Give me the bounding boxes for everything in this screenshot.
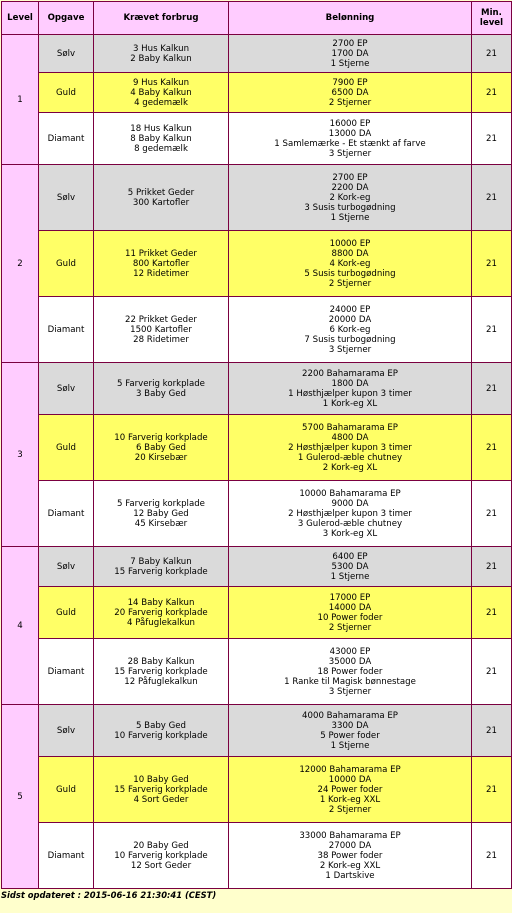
level-cell: 2 [2,165,39,363]
requirement-line: 5 Prikket Geder [127,187,195,198]
opgave-cell: Diamant [39,481,94,547]
kraevet-forbrug-cell [94,639,229,705]
reward-line: 24000 EP [329,304,371,315]
reward-line: 16000 EP [329,118,371,129]
reward-line: 3 Susis turbogødning [304,202,396,213]
reward-line: 3 Kork-eg XL [322,528,378,539]
reward-line: 18 Power foder [317,666,383,677]
min-level-cell: 21 [472,297,512,363]
opgave-cell: Guld [39,231,94,297]
requirement-line: 4 gedemælk [134,97,188,108]
reward-line: 2 Stjerner [328,278,372,289]
requirement-line: 14 Baby Kalkun [127,597,195,608]
table-row [2,481,512,547]
reward-line: 2 Stjerner [328,622,372,633]
kraevet-forbrug-cell [94,481,229,547]
reward-line: 13000 DA [328,128,372,139]
requirement-line: 9 Hus Kalkun [132,77,190,88]
requirement-line: 12 Sort Geder [130,860,192,871]
opgave-cell: Guld [39,415,94,481]
reward-line: 1 Høsthjælper kupon 3 timer [288,388,412,399]
requirement-line: 28 Baby Kalkun [127,656,195,667]
requirement-line: 28 Ridetimer [133,334,189,345]
min-level-cell: 21 [472,587,512,639]
table-row [2,705,512,757]
requirement-line: 4 Sort Geder [133,794,189,805]
reward-line: 35000 DA [328,656,372,667]
kraevet-forbrug-cell [94,113,229,165]
requirement-line: 4 Påfuglekalkun [127,617,195,628]
table-row [2,547,512,587]
table-row [2,415,512,481]
kraevet-forbrug-cell [94,231,229,297]
reward-line: 38 Power foder [317,850,383,861]
table-row [2,297,512,363]
reward-line: 1 Stjerne [330,740,370,751]
opgave-cell: Sølv [39,165,94,231]
reward-line: 5300 DA [331,561,369,572]
reward-line: 10000 EP [329,238,371,249]
opgave-cell: Diamant [39,297,94,363]
reward-line: 10000 Bahamarama EP [299,488,401,499]
requirement-line: 12 Ridetimer [133,268,189,279]
reward-line: 2200 DA [331,182,369,193]
reward-line: 10 Power foder [317,612,383,623]
belonning-cell [229,297,472,363]
reward-line: 3 Stjerner [328,148,372,159]
reward-line: 5700 Bahamarama EP [302,422,398,433]
reward-line: 7 Susis turbogødning [304,334,396,345]
belonning-cell [229,73,472,113]
opgave-cell: Diamant [39,639,94,705]
requirement-line: 1500 Kartofler [130,324,192,335]
reward-line: 1700 DA [331,48,369,59]
requirement-line: 2 Baby Kalkun [130,53,192,64]
reward-line: 2 Stjerner [328,97,372,108]
reward-line: 6 Kork-eg [329,324,371,335]
requirement-line: 5 Baby Ged [135,720,187,731]
reward-line: 3 Gulerod-æble chutney [297,518,403,529]
table-row [2,363,512,415]
reward-line: 5 Power foder [320,730,380,741]
requirement-line: 20 Baby Ged [133,840,189,851]
reward-line: 2 Kork-eg XL [322,462,378,473]
opgave-cell: Diamant [39,113,94,165]
last-updated: Sidst opdateret : 2015-06-16 21:30:41 (CEST) [1,890,217,900]
requirement-line: 5 Farverig korkplade [117,498,205,509]
min-level-cell: 21 [472,35,512,73]
requirement-line: 18 Hus Kalkun [130,123,192,134]
table-body [2,35,512,889]
table-header-row [2,2,512,35]
reward-line: 4000 Bahamarama EP [302,710,398,721]
requirement-line: 10 Farverig korkplade [114,850,208,861]
header-kraevet-forbrug: Krævet forbrug [94,2,229,35]
level-cell: 1 [2,35,39,165]
reward-line: 24 Power foder [317,784,383,795]
kraevet-forbrug-cell [94,165,229,231]
requirement-line: 20 Farverig korkplade [114,607,208,618]
header-level: Level [2,2,39,35]
min-level-cell: 21 [472,757,512,823]
requirement-line: 12 Påfuglekalkun [124,676,198,687]
min-level-cell: 21 [472,823,512,889]
requirement-line: 45 Kirsebær [134,518,188,529]
requirement-line: 3 Hus Kalkun [132,43,190,54]
table-row [2,35,512,73]
table-row [2,165,512,231]
reward-line: 1 Stjerne [330,571,370,582]
kraevet-forbrug-cell [94,73,229,113]
requirement-line: 10 Farverig korkplade [114,730,208,741]
kraevet-forbrug-cell [94,757,229,823]
reward-line: 3 Stjerner [328,686,372,697]
opgave-cell: Sølv [39,35,94,73]
reward-line: 1 Kork-eg XXL [319,794,381,805]
reward-line: 1 Samlemærke - Et stænkt af farve [274,138,426,149]
reward-line: 1 Ranke til Magisk bønnestage [284,676,416,687]
header-min-level: Min. level [472,2,512,35]
reward-line: 1 Gulerod-æble chutney [297,452,403,463]
belonning-cell [229,481,472,547]
requirement-line: 3 Baby Ged [135,388,187,399]
requirement-line: 8 Baby Kalkun [130,133,192,144]
reward-line: 2200 Bahamarama EP [302,368,398,379]
requirement-line: 6 Baby Ged [135,442,187,453]
requirement-line: 300 Kartofler [132,197,190,208]
opgave-cell: Diamant [39,823,94,889]
reward-line: 33000 Bahamarama EP [299,830,401,841]
requirement-line: 15 Farverig korkplade [114,784,208,795]
opgave-cell: Sølv [39,547,94,587]
reward-line: 2 Kork-eg XXL [319,860,381,871]
table-row [2,639,512,705]
table-row [2,587,512,639]
reward-line: 1800 DA [331,378,369,389]
reward-line: 2700 EP [332,38,368,49]
header-belonning: Belønning [229,2,472,35]
belonning-cell [229,415,472,481]
kraevet-forbrug-cell [94,547,229,587]
table-row [2,757,512,823]
reward-line: 1 Kork-eg XL [322,398,378,409]
reward-line: 6400 EP [332,551,368,562]
reward-line: 4800 DA [331,432,369,443]
belonning-cell [229,639,472,705]
table-row [2,823,512,889]
belonning-cell [229,113,472,165]
requirement-line: 22 Prikket Geder [125,314,197,325]
opgave-cell: Guld [39,757,94,823]
reward-line: 9000 DA [331,498,369,509]
kraevet-forbrug-cell [94,705,229,757]
opgave-cell: Guld [39,587,94,639]
requirement-line: 10 Baby Ged [133,774,189,785]
level-cell: 4 [2,547,39,705]
reward-line: 8800 DA [331,248,369,259]
requirement-line: 12 Baby Ged [133,508,189,519]
opgave-cell: Sølv [39,705,94,757]
belonning-cell [229,757,472,823]
reward-line: 2 Høsthjælper kupon 3 timer [288,442,412,453]
belonning-cell [229,587,472,639]
level-cell: 3 [2,363,39,547]
reward-line: 1 Stjerne [330,58,370,69]
reward-line: 2 Kork-eg [329,192,371,203]
header-opgave: Opgave [39,2,94,35]
reward-line: 7900 EP [332,77,368,88]
requirement-line: 8 gedemælk [134,143,188,154]
min-level-cell: 21 [472,639,512,705]
belonning-cell [229,823,472,889]
requirement-line: 800 Kartofler [132,258,190,269]
reward-line: 2 Stjerner [328,804,372,815]
table-row [2,73,512,113]
min-level-cell: 21 [472,481,512,547]
requirement-line: 4 Baby Kalkun [130,87,192,98]
reward-line: 20000 DA [328,314,372,325]
requirement-line: 15 Farverig korkplade [114,666,208,677]
kraevet-forbrug-cell [94,587,229,639]
requirement-line: 11 Prikket Geder [125,248,197,259]
reward-line: 17000 EP [329,592,371,603]
requirement-line: 15 Farverig korkplade [114,566,208,577]
reward-line: 4 Kork-eg [329,258,371,269]
kraevet-forbrug-cell [94,297,229,363]
kraevet-forbrug-cell [94,823,229,889]
reward-line: 2700 EP [332,172,368,183]
table-row [2,231,512,297]
reward-line: 14000 DA [328,602,372,613]
belonning-cell [229,231,472,297]
min-level-cell: 21 [472,73,512,113]
requirement-line: 20 Kirsebær [134,452,188,463]
belonning-cell [229,705,472,757]
min-level-cell: 21 [472,231,512,297]
requirement-line: 10 Farverig korkplade [114,432,208,443]
kraevet-forbrug-cell [94,415,229,481]
reward-line: 12000 Bahamarama EP [299,764,401,775]
requirement-line: 5 Farverig korkplade [117,378,205,389]
reward-line: 3 Stjerner [328,344,372,355]
min-level-cell: 21 [472,705,512,757]
reward-line: 27000 DA [328,840,372,851]
kraevet-forbrug-cell [94,363,229,415]
min-level-cell: 21 [472,165,512,231]
belonning-cell [229,363,472,415]
min-level-cell: 21 [472,415,512,481]
reward-line: 2 Høsthjælper kupon 3 timer [288,508,412,519]
kraevet-forbrug-cell [94,35,229,73]
reward-line: 10000 DA [328,774,372,785]
reward-line: 1 Stjerne [330,212,370,223]
rewards-table [1,1,512,889]
reward-line: 1 Dartskive [325,870,375,881]
table-row [2,113,512,165]
requirement-line: 7 Baby Kalkun [130,556,192,567]
min-level-cell: 21 [472,363,512,415]
min-level-cell: 21 [472,113,512,165]
belonning-cell [229,35,472,73]
reward-line: 5 Susis turbogødning [304,268,396,279]
min-level-cell: 21 [472,547,512,587]
belonning-cell [229,547,472,587]
opgave-cell: Guld [39,73,94,113]
reward-line: 3300 DA [331,720,369,731]
belonning-cell [229,165,472,231]
level-cell: 5 [2,705,39,889]
reward-line: 6500 DA [331,87,369,98]
opgave-cell: Sølv [39,363,94,415]
reward-line: 43000 EP [329,646,371,657]
